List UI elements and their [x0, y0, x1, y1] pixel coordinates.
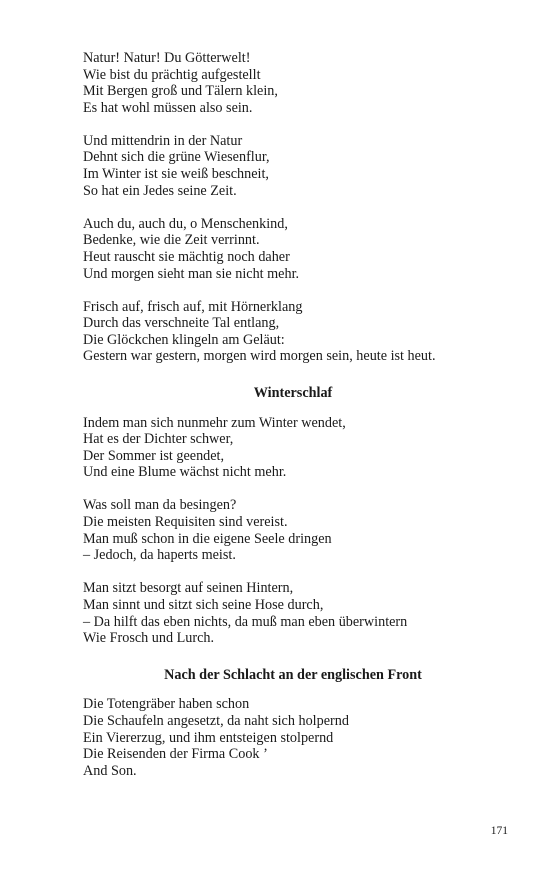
verse-line: Und morgen sieht man sie nicht mehr.	[83, 265, 300, 282]
verse-line: Man sitzt besorgt auf seinen Hintern,	[83, 580, 294, 597]
verse-line: Im Winter ist sie weiß beschneit,	[83, 166, 269, 183]
verse-line: Natur! Natur! Du Götterwelt!	[83, 50, 251, 66]
verse-line: Der Sommer ist geendet,	[83, 447, 225, 464]
verse-line: Auch du, auch du, o Menschenkind,	[83, 215, 288, 232]
stanza	[83, 299, 503, 365]
verse-line: Indem man sich nunmehr zum Winter wendet,	[83, 414, 346, 431]
page-number: 171	[490, 825, 508, 837]
verse-line: Und mittendrin in der Natur	[83, 132, 243, 149]
verse-line: Was soll man da besingen?	[83, 497, 237, 514]
poem-title: Nach der Schlacht an der englischen Front	[164, 666, 422, 683]
verse-line: Die meisten Requisiten sind vereist.	[83, 514, 288, 531]
verse-line: Die Totengräber haben schon	[83, 696, 250, 713]
verse-line: Frisch auf, frisch auf, mit Hörnerklang	[83, 298, 303, 315]
verse-line: Bedenke, wie die Zeit verrinnt.	[83, 232, 260, 249]
stanza	[83, 133, 503, 199]
verse-line: Die Schaufeln angesetzt, da naht sich holpernd	[83, 712, 349, 729]
stanza	[83, 216, 503, 282]
stanza	[83, 415, 503, 481]
verse-line: Durch das verschneite Tal entlang,	[83, 315, 280, 332]
stanza	[83, 580, 503, 646]
verse-line: Gestern war gestern, morgen wird morgen sein, heute ist heut.	[83, 348, 436, 365]
verse-line: Hat es der Dichter schwer,	[83, 431, 234, 448]
verse-line: Es hat wohl müssen also sein.	[83, 99, 253, 116]
poem-nach-der-schlacht	[83, 696, 503, 779]
page-body	[83, 50, 503, 779]
verse-line: Man muß schon in die eigene Seele dringen	[83, 530, 332, 547]
verse-line: Dehnt sich die grüne Wiesenflur,	[83, 149, 270, 166]
poem-winterschlaf	[83, 415, 503, 647]
stanza	[83, 497, 503, 563]
verse-line: Heut rauscht sie mächtig noch daher	[83, 248, 290, 265]
verse-line: Und eine Blume wächst nicht mehr.	[83, 464, 287, 481]
verse-line: Ein Viererzug, und ihm entsteigen stolpernd	[83, 729, 334, 746]
verse-line: – Jedoch, da haperts meist.	[83, 547, 236, 564]
verse-line: Mit Bergen groß und Tälern klein,	[83, 83, 278, 100]
poem-natur	[83, 50, 503, 365]
verse-line: Die Glöckchen klingeln am Geläut:	[83, 331, 285, 348]
stanza	[83, 50, 503, 116]
verse-line: Man sinnt und sitzt sich seine Hose durch,	[83, 596, 324, 613]
poem-title: Winterschlaf	[253, 385, 333, 401]
stanza	[83, 696, 503, 779]
verse-line: Wie Frosch und Lurch.	[83, 630, 215, 647]
verse-line: – Da hilft das eben nichts, da muß man eben überwintern	[83, 613, 408, 630]
verse-line: Wie bist du prächtig aufgestellt	[83, 66, 261, 83]
verse-line: So hat ein Jedes seine Zeit.	[83, 182, 237, 199]
verse-line: Die Reisenden der Firma Cook ’	[83, 746, 268, 763]
verse-line: And Son.	[83, 762, 137, 779]
